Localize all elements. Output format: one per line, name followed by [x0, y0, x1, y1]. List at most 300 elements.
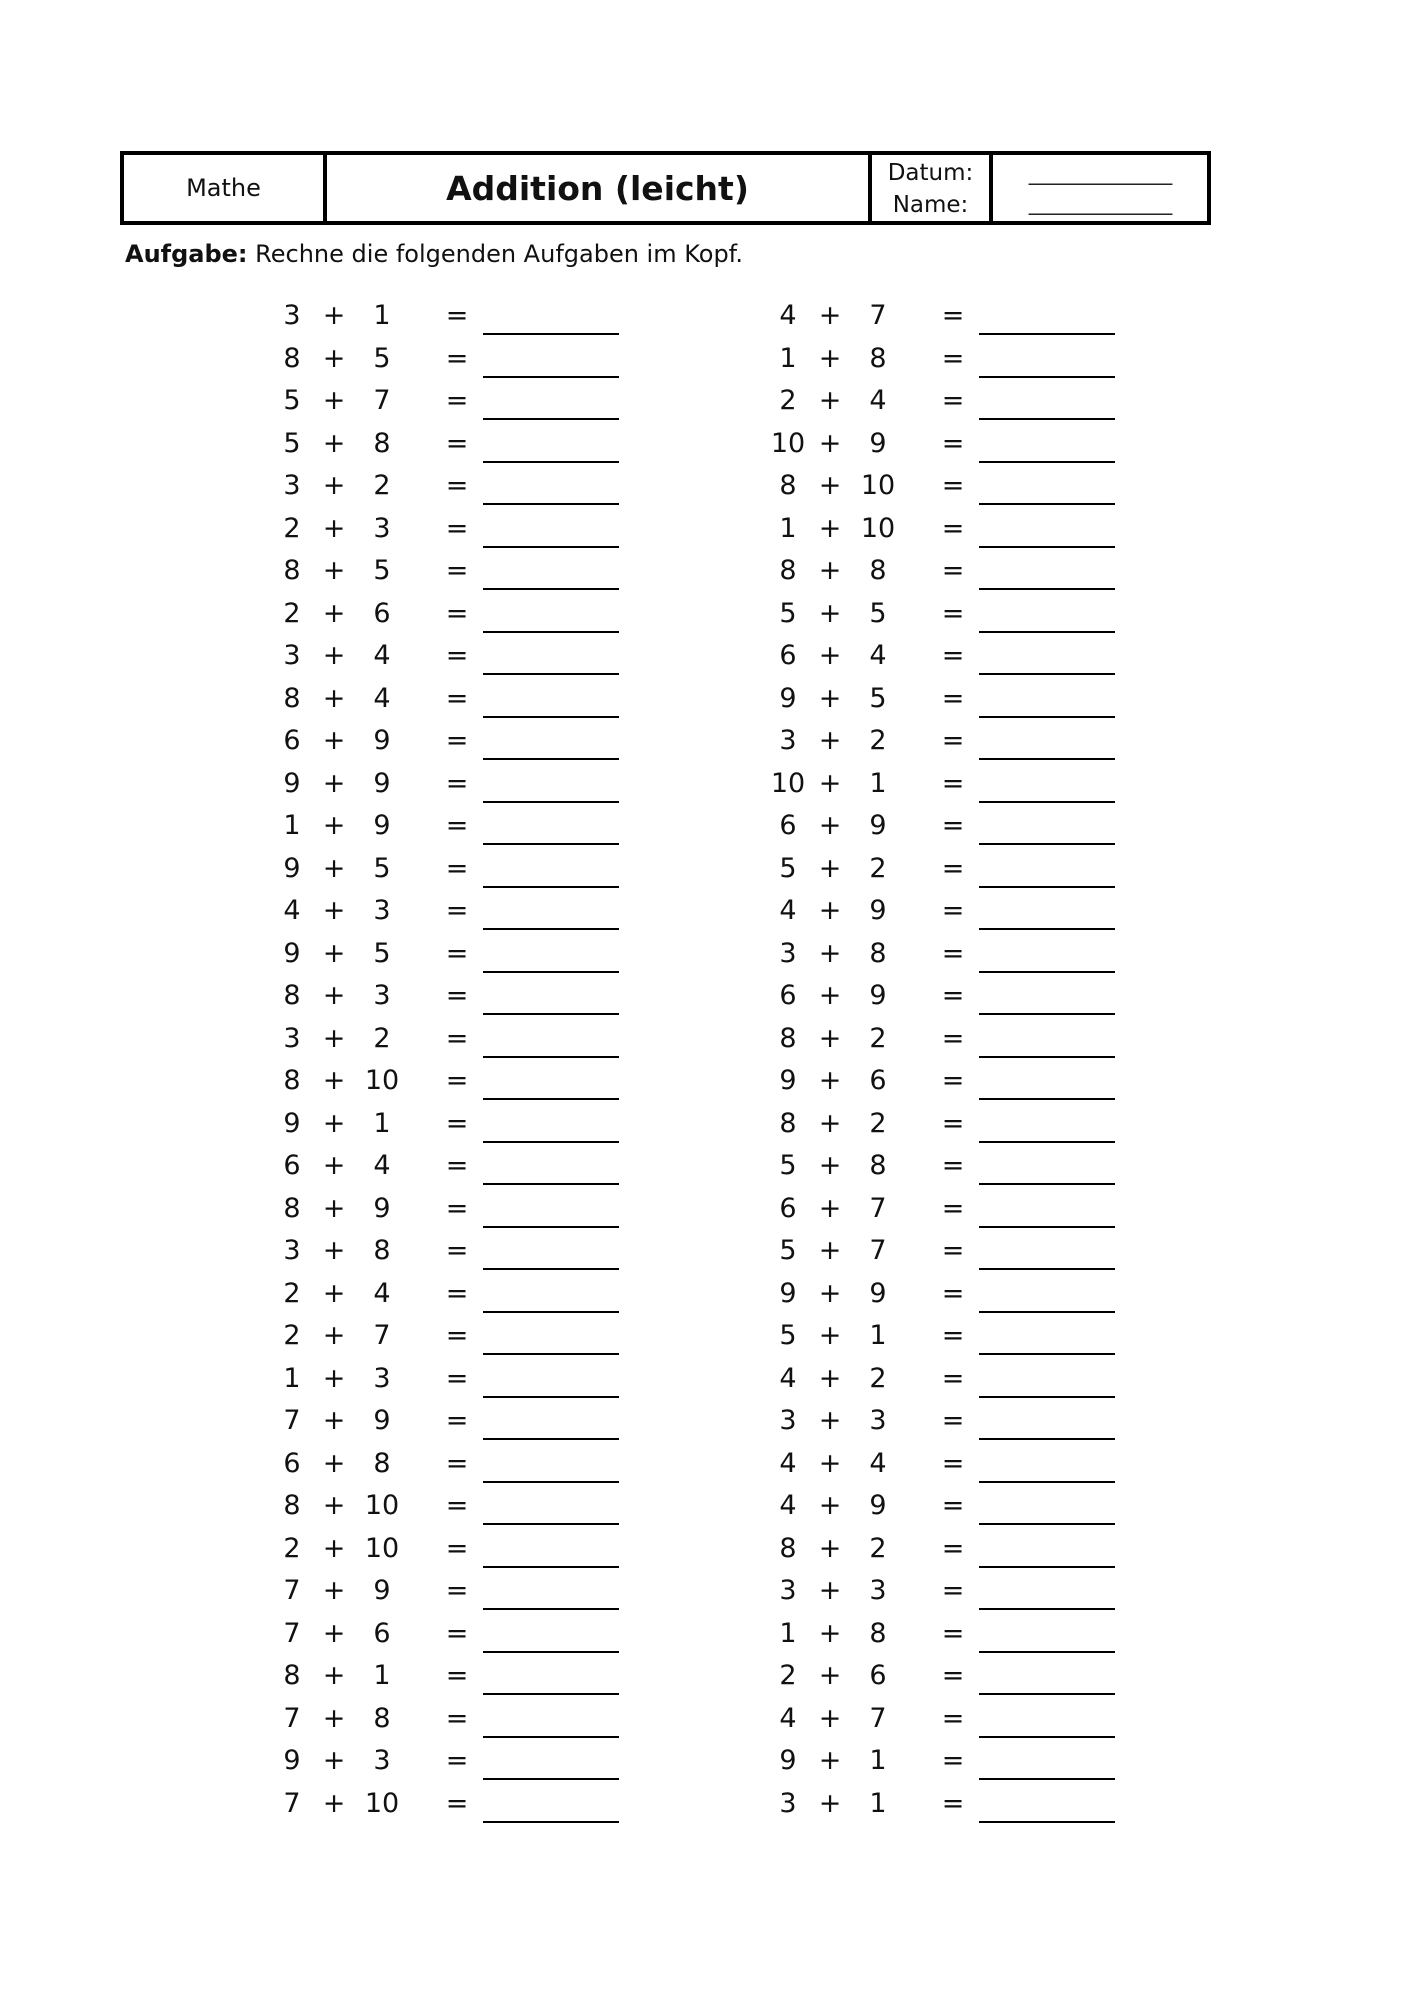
answer-blank[interactable] — [483, 1566, 619, 1568]
problem-row — [262, 764, 822, 807]
answer-blank[interactable] — [979, 1353, 1115, 1355]
second-addend: 5 — [373, 937, 391, 969]
problem-row — [262, 1444, 822, 1487]
plus-sign: + — [322, 895, 346, 926]
answer-blank[interactable] — [483, 886, 619, 888]
answer-blank[interactable] — [979, 461, 1115, 463]
equals-sign: = — [941, 1235, 965, 1266]
answer-blank[interactable] — [979, 1778, 1115, 1780]
equals-sign: = — [445, 1277, 469, 1309]
second-addend: 4 — [869, 385, 887, 416]
instruction-label: Aufgabe: — [125, 240, 248, 268]
date-field[interactable]: _______________ — [1028, 161, 1172, 185]
plus-sign: + — [322, 1320, 346, 1351]
equals-sign: = — [445, 597, 469, 629]
problem-row — [262, 679, 822, 722]
plus-sign: + — [322, 725, 346, 756]
answer-blank[interactable] — [483, 631, 619, 633]
first-addend: 6 — [283, 1447, 301, 1479]
equals-sign: = — [445, 1362, 469, 1394]
answer-blank[interactable] — [483, 503, 619, 505]
answer-blank[interactable] — [483, 1821, 619, 1823]
problem-row — [758, 636, 1318, 679]
first-addend: 4 — [283, 895, 301, 926]
equals-sign: = — [941, 1745, 965, 1776]
answer-blank[interactable] — [979, 1141, 1115, 1143]
plus-sign: + — [818, 1745, 842, 1776]
equals-sign: = — [445, 1192, 469, 1224]
first-addend: 8 — [779, 1107, 797, 1139]
equals-sign: = — [941, 470, 965, 501]
second-addend: 1 — [373, 1660, 391, 1691]
plus-sign: + — [818, 427, 842, 459]
answer-blank[interactable] — [979, 1693, 1115, 1695]
plus-sign: + — [322, 512, 346, 544]
plus-sign: + — [322, 937, 346, 969]
equals-sign: = — [445, 1405, 469, 1436]
problem-row — [758, 594, 1318, 637]
problem-row — [262, 594, 822, 637]
problem-row — [758, 1019, 1318, 1062]
problem-row — [262, 1146, 822, 1189]
problem-row — [758, 296, 1318, 339]
first-addend: 9 — [283, 852, 301, 884]
problem-row — [262, 1019, 822, 1062]
problem-row — [758, 1231, 1318, 1274]
answer-blank[interactable] — [483, 1396, 619, 1398]
first-addend: 4 — [779, 300, 797, 331]
first-addend: 2 — [283, 597, 301, 629]
second-addend: 9 — [869, 895, 887, 926]
equals-sign: = — [941, 1532, 965, 1564]
second-addend: 5 — [373, 555, 391, 586]
instruction-text: Rechne die folgenden Aufgaben im Kopf. — [247, 240, 744, 268]
answer-blank[interactable] — [483, 716, 619, 718]
answer-blank[interactable] — [979, 1013, 1115, 1015]
first-addend: 4 — [779, 1490, 797, 1521]
plus-sign: + — [322, 1022, 346, 1054]
plus-sign: + — [818, 1787, 842, 1819]
answer-blank[interactable] — [979, 801, 1115, 803]
problem-row — [262, 1486, 822, 1529]
equals-sign: = — [941, 427, 965, 459]
plus-sign: + — [818, 1065, 842, 1096]
answer-blank[interactable] — [979, 758, 1115, 760]
answer-blank[interactable] — [979, 1268, 1115, 1270]
equals-sign: = — [445, 1660, 469, 1691]
second-addend: 10 — [860, 512, 896, 544]
first-addend: 8 — [779, 470, 797, 501]
plus-sign: + — [818, 1107, 842, 1139]
second-addend: 8 — [869, 937, 887, 969]
problem-row — [758, 1444, 1318, 1487]
first-addend: 1 — [283, 810, 301, 841]
problem-row — [758, 1189, 1318, 1232]
first-addend: 9 — [283, 1107, 301, 1139]
answer-blank[interactable] — [979, 333, 1115, 335]
equals-sign: = — [941, 1022, 965, 1054]
answer-blank[interactable] — [483, 1141, 619, 1143]
problem-row — [758, 849, 1318, 892]
first-addend: 1 — [779, 342, 797, 374]
plus-sign: + — [818, 512, 842, 544]
problem-row — [262, 509, 822, 552]
equals-sign: = — [941, 1617, 965, 1649]
second-addend: 7 — [869, 1235, 887, 1266]
first-addend: 8 — [283, 342, 301, 374]
answer-blank[interactable] — [979, 1098, 1115, 1100]
answer-blank[interactable] — [979, 376, 1115, 378]
first-addend: 2 — [283, 512, 301, 544]
answer-blank[interactable] — [483, 1013, 619, 1015]
first-addend: 7 — [283, 1617, 301, 1649]
plus-sign: + — [322, 1575, 346, 1606]
first-addend: 3 — [283, 470, 301, 501]
equals-sign: = — [445, 1447, 469, 1479]
second-addend: 10 — [860, 470, 896, 501]
answer-blank[interactable] — [483, 546, 619, 548]
first-addend: 2 — [779, 1660, 797, 1691]
second-addend: 3 — [373, 1362, 391, 1394]
problem-row — [758, 1061, 1318, 1104]
first-addend: 5 — [779, 1150, 797, 1181]
second-addend: 8 — [869, 1617, 887, 1649]
answer-blank[interactable] — [483, 1736, 619, 1738]
second-addend: 9 — [373, 810, 391, 841]
plus-sign: + — [322, 1150, 346, 1181]
plus-sign: + — [322, 852, 346, 884]
answer-blank[interactable] — [979, 418, 1115, 420]
first-addend: 4 — [779, 1447, 797, 1479]
problem-row — [758, 1146, 1318, 1189]
answer-blank[interactable] — [483, 1651, 619, 1653]
plus-sign: + — [818, 300, 842, 331]
answer-blank[interactable] — [483, 1778, 619, 1780]
problem-row — [758, 891, 1318, 934]
answer-blank[interactable] — [483, 1481, 619, 1483]
answer-blank[interactable] — [483, 1056, 619, 1058]
plus-sign: + — [322, 597, 346, 629]
answer-blank[interactable] — [979, 503, 1115, 505]
second-addend: 9 — [869, 427, 887, 459]
second-addend: 8 — [373, 1702, 391, 1734]
name-label: Name: — [892, 192, 969, 218]
first-addend: 8 — [283, 1660, 301, 1691]
equals-sign: = — [445, 1065, 469, 1096]
answer-blank[interactable] — [483, 418, 619, 420]
answer-blank[interactable] — [483, 928, 619, 930]
first-addend: 3 — [779, 1575, 797, 1606]
second-addend: 8 — [373, 1447, 391, 1479]
plus-sign: + — [322, 555, 346, 586]
first-addend: 10 — [770, 427, 806, 459]
second-addend: 6 — [373, 597, 391, 629]
first-addend: 7 — [283, 1405, 301, 1436]
second-addend: 10 — [364, 1490, 400, 1521]
plus-sign: + — [818, 1150, 842, 1181]
equals-sign: = — [941, 1107, 965, 1139]
answer-blank[interactable] — [979, 1438, 1115, 1440]
first-addend: 5 — [283, 385, 301, 416]
second-addend: 8 — [373, 1235, 391, 1266]
second-addend: 2 — [869, 1022, 887, 1054]
first-addend: 10 — [770, 767, 806, 799]
plus-sign: + — [818, 1277, 842, 1309]
answer-blank[interactable] — [979, 843, 1115, 845]
answer-blank[interactable] — [483, 971, 619, 973]
name-field[interactable]: _______________ — [1028, 191, 1172, 215]
problem-row — [262, 1784, 822, 1827]
problem-row — [262, 1529, 822, 1572]
first-addend: 7 — [283, 1702, 301, 1734]
second-addend: 1 — [869, 1787, 887, 1819]
problem-row — [758, 1741, 1318, 1784]
plus-sign: + — [322, 1192, 346, 1224]
second-addend: 3 — [373, 895, 391, 926]
second-addend: 7 — [869, 1192, 887, 1224]
equals-sign: = — [941, 1490, 965, 1521]
plus-sign: + — [322, 1107, 346, 1139]
equals-sign: = — [941, 767, 965, 799]
date-label: Datum: — [887, 160, 974, 186]
first-addend: 9 — [779, 682, 797, 714]
equals-sign: = — [445, 1787, 469, 1819]
first-addend: 1 — [779, 512, 797, 544]
worksheet-header — [120, 151, 1211, 225]
equals-sign: = — [941, 300, 965, 331]
equals-sign: = — [445, 937, 469, 969]
equals-sign: = — [445, 1532, 469, 1564]
first-addend: 5 — [779, 1235, 797, 1266]
plus-sign: + — [818, 1405, 842, 1436]
equals-sign: = — [445, 1107, 469, 1139]
second-addend: 4 — [373, 682, 391, 714]
equals-sign: = — [941, 1150, 965, 1181]
first-addend: 4 — [779, 1362, 797, 1394]
plus-sign: + — [818, 640, 842, 671]
answer-blank[interactable] — [483, 1693, 619, 1695]
equals-sign: = — [941, 597, 965, 629]
equals-sign: = — [445, 512, 469, 544]
problem-row — [758, 1656, 1318, 1699]
answer-blank[interactable] — [483, 1523, 619, 1525]
equals-sign: = — [445, 980, 469, 1011]
problem-row — [262, 976, 822, 1019]
first-addend: 6 — [779, 810, 797, 841]
answer-blank[interactable] — [979, 928, 1115, 930]
problem-row — [262, 1189, 822, 1232]
equals-sign: = — [941, 1405, 965, 1436]
problem-row — [262, 1741, 822, 1784]
answer-blank[interactable] — [483, 333, 619, 335]
first-addend: 8 — [283, 682, 301, 714]
second-addend: 10 — [364, 1787, 400, 1819]
first-addend: 9 — [779, 1065, 797, 1096]
second-addend: 9 — [869, 810, 887, 841]
first-addend: 8 — [779, 1532, 797, 1564]
first-addend: 5 — [779, 597, 797, 629]
first-addend: 8 — [283, 980, 301, 1011]
answer-blank[interactable] — [979, 1566, 1115, 1568]
equals-sign: = — [941, 1362, 965, 1394]
date-name-labels — [872, 155, 993, 221]
answer-blank[interactable] — [483, 376, 619, 378]
problem-row — [262, 1401, 822, 1444]
problem-row — [262, 1231, 822, 1274]
plus-sign: + — [322, 1532, 346, 1564]
answer-blank[interactable] — [483, 1311, 619, 1313]
equals-sign: = — [445, 895, 469, 926]
answer-blank[interactable] — [483, 1183, 619, 1185]
equals-sign: = — [445, 342, 469, 374]
subject-label: Mathe — [124, 155, 327, 221]
first-addend: 1 — [779, 1617, 797, 1649]
problem-row — [758, 1359, 1318, 1402]
plus-sign: + — [322, 640, 346, 671]
problem-row — [758, 679, 1318, 722]
first-addend: 9 — [283, 1745, 301, 1776]
first-addend: 6 — [283, 725, 301, 756]
answer-blank[interactable] — [979, 1651, 1115, 1653]
plus-sign: + — [818, 470, 842, 501]
answer-blank[interactable] — [979, 588, 1115, 590]
equals-sign: = — [941, 1787, 965, 1819]
problem-row — [758, 764, 1318, 807]
first-addend: 3 — [283, 1022, 301, 1054]
equals-sign: = — [941, 512, 965, 544]
problem-row — [758, 976, 1318, 1019]
plus-sign: + — [818, 342, 842, 374]
equals-sign: = — [941, 1447, 965, 1479]
answer-blank[interactable] — [979, 546, 1115, 548]
plus-sign: + — [322, 1277, 346, 1309]
first-addend: 2 — [283, 1532, 301, 1564]
plus-sign: + — [322, 1065, 346, 1096]
answer-blank[interactable] — [483, 1353, 619, 1355]
answer-blank[interactable] — [979, 1523, 1115, 1525]
second-addend: 1 — [373, 300, 391, 331]
answer-blank[interactable] — [483, 758, 619, 760]
problem-row — [758, 1614, 1318, 1657]
second-addend: 7 — [869, 300, 887, 331]
answer-blank[interactable] — [979, 716, 1115, 718]
answer-blank[interactable] — [483, 1226, 619, 1228]
answer-blank[interactable] — [483, 801, 619, 803]
answer-blank[interactable] — [979, 1396, 1115, 1398]
problem-column-right — [758, 296, 1318, 1826]
plus-sign: + — [818, 1235, 842, 1266]
answer-blank[interactable] — [979, 971, 1115, 973]
first-addend: 8 — [283, 1065, 301, 1096]
equals-sign: = — [445, 300, 469, 331]
problem-row — [262, 934, 822, 977]
answer-blank[interactable] — [483, 1098, 619, 1100]
answer-blank[interactable] — [483, 1608, 619, 1610]
problem-row — [262, 551, 822, 594]
equals-sign: = — [445, 1745, 469, 1776]
second-addend: 5 — [869, 682, 887, 714]
answer-blank[interactable] — [979, 1056, 1115, 1058]
equals-sign: = — [445, 1022, 469, 1054]
plus-sign: + — [818, 1532, 842, 1564]
answer-blank[interactable] — [483, 1438, 619, 1440]
equals-sign: = — [941, 555, 965, 586]
equals-sign: = — [445, 810, 469, 841]
first-addend: 8 — [779, 1022, 797, 1054]
first-addend: 1 — [283, 1362, 301, 1394]
equals-sign: = — [941, 1320, 965, 1351]
first-addend: 4 — [779, 1702, 797, 1734]
equals-sign: = — [445, 767, 469, 799]
answer-blank[interactable] — [979, 631, 1115, 633]
plus-sign: + — [818, 1320, 842, 1351]
answer-blank[interactable] — [483, 1268, 619, 1270]
problem-row — [758, 1529, 1318, 1572]
problem-row — [262, 296, 822, 339]
plus-sign: + — [818, 682, 842, 714]
answer-blank[interactable] — [483, 588, 619, 590]
equals-sign: = — [445, 385, 469, 416]
answer-blank[interactable] — [979, 1481, 1115, 1483]
answer-blank[interactable] — [979, 886, 1115, 888]
answer-blank[interactable] — [979, 1226, 1115, 1228]
equals-sign: = — [941, 895, 965, 926]
second-addend: 6 — [869, 1065, 887, 1096]
problem-row — [262, 1699, 822, 1742]
second-addend: 8 — [373, 427, 391, 459]
problem-row — [758, 339, 1318, 382]
answer-blank[interactable] — [979, 1183, 1115, 1185]
problem-row — [262, 466, 822, 509]
equals-sign: = — [445, 470, 469, 501]
answer-blank[interactable] — [483, 461, 619, 463]
plus-sign: + — [818, 1022, 842, 1054]
equals-sign: = — [941, 342, 965, 374]
first-addend: 2 — [283, 1320, 301, 1351]
plus-sign: + — [322, 767, 346, 799]
equals-sign: = — [941, 1660, 965, 1691]
plus-sign: + — [818, 810, 842, 841]
second-addend: 9 — [869, 980, 887, 1011]
answer-blank[interactable] — [979, 1821, 1115, 1823]
equals-sign: = — [941, 1702, 965, 1734]
problem-row — [262, 424, 822, 467]
problem-row — [758, 1571, 1318, 1614]
plus-sign: + — [322, 980, 346, 1011]
first-addend: 6 — [779, 1192, 797, 1224]
plus-sign: + — [818, 1192, 842, 1224]
answer-blank[interactable] — [483, 673, 619, 675]
equals-sign: = — [445, 1617, 469, 1649]
plus-sign: + — [322, 810, 346, 841]
plus-sign: + — [818, 597, 842, 629]
answer-blank[interactable] — [979, 673, 1115, 675]
second-addend: 7 — [373, 385, 391, 416]
problem-row — [262, 1316, 822, 1359]
problem-row — [758, 1699, 1318, 1742]
answer-blank[interactable] — [979, 1311, 1115, 1313]
second-addend: 1 — [869, 1745, 887, 1776]
second-addend: 8 — [869, 555, 887, 586]
plus-sign: + — [818, 1490, 842, 1521]
plus-sign: + — [322, 1617, 346, 1649]
answer-blank[interactable] — [979, 1608, 1115, 1610]
answer-blank[interactable] — [483, 843, 619, 845]
answer-blank[interactable] — [979, 1736, 1115, 1738]
plus-sign: + — [818, 1702, 842, 1734]
plus-sign: + — [322, 342, 346, 374]
second-addend: 2 — [869, 1532, 887, 1564]
